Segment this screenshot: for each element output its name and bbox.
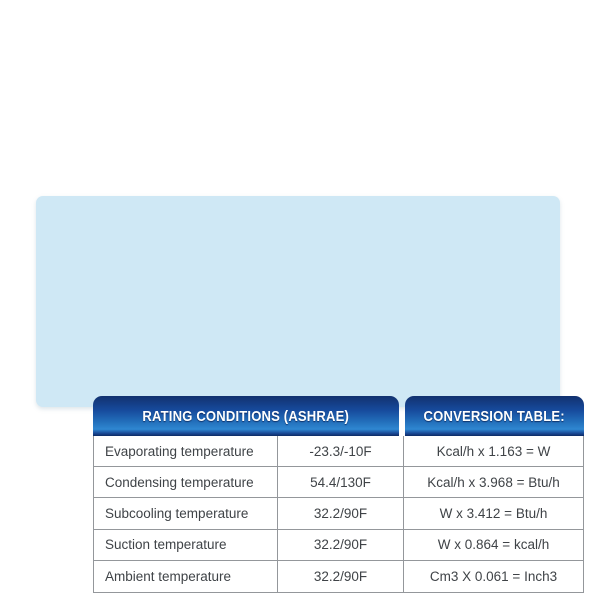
conversion-formula: W x 3.412 = Btu/h [439,505,548,521]
table-row [94,561,583,592]
conversion-formula: Kcal/h x 1.163 = W [436,443,551,459]
table-row [94,467,583,498]
table-row [94,498,583,529]
condition-value: -23.3/-10F [278,436,404,466]
condition-value: 32.2/90F [278,561,404,592]
conversion-table-title: CONVERSION TABLE: [423,407,566,425]
conversion-formula: W x 0.864 = kcal/h [437,537,550,553]
conversion-formula: Cm3 X 0.061 = Inch3 [429,568,558,584]
conversion-formula: Kcal/h x 3.968 = Btu/h [427,474,560,490]
condition-label: Subcooling temperature [94,498,278,528]
condition-label: Condensing temperature [94,467,278,497]
conversion-table-header [405,396,584,436]
condition-label: Suction temperature [94,530,278,560]
table-panel [36,196,566,584]
condition-label: Ambient temperature [94,561,278,592]
condition-value: 32.2/90F [278,530,404,560]
condition-value: 32.2/90F [278,498,404,528]
conditions-table [93,436,584,593]
table-row [94,436,583,467]
condition-value: 54.4/130F [278,467,404,497]
rating-conditions-title: RATING CONDITIONS (ASHRAE) [142,407,350,425]
rating-conditions-header [93,396,399,436]
table-row [94,530,583,561]
condition-label: Evaporating temperature [94,436,278,466]
